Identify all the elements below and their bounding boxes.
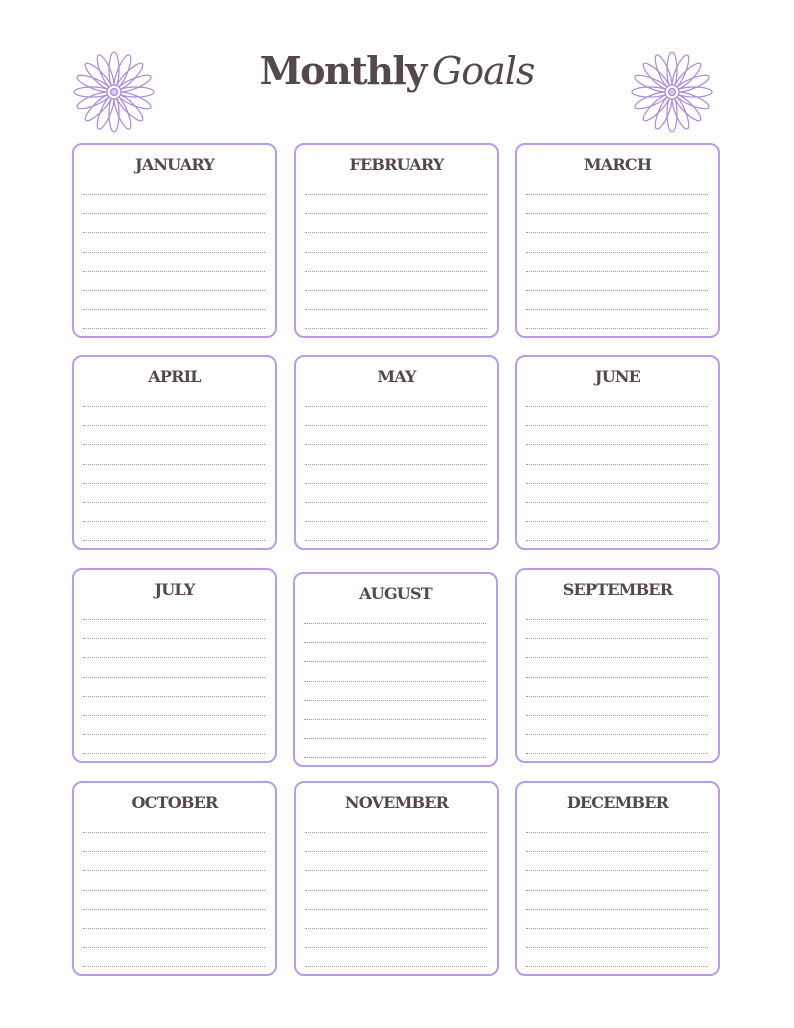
writing-line[interactable] [83, 851, 265, 852]
writing-line[interactable] [526, 425, 708, 426]
month-card-december [515, 781, 720, 976]
writing-lines[interactable] [83, 406, 265, 560]
writing-line[interactable] [83, 232, 265, 233]
writing-line[interactable] [304, 719, 486, 720]
writing-line[interactable] [304, 661, 486, 662]
writing-line[interactable] [304, 757, 486, 758]
writing-line[interactable] [305, 909, 487, 910]
writing-line[interactable] [83, 444, 265, 445]
month-card-august [293, 572, 498, 767]
writing-line[interactable] [526, 464, 708, 465]
writing-line[interactable] [305, 444, 487, 445]
month-name: JANUARY [134, 155, 215, 174]
writing-line[interactable] [305, 928, 487, 929]
writing-line[interactable] [304, 700, 486, 701]
writing-line[interactable] [526, 677, 708, 678]
writing-line[interactable] [305, 232, 487, 233]
writing-line[interactable] [526, 851, 708, 852]
writing-line[interactable] [83, 696, 265, 697]
writing-lines[interactable] [305, 194, 487, 348]
writing-lines[interactable] [83, 619, 265, 773]
writing-line[interactable] [526, 194, 708, 195]
month-name: NOVEMBER [344, 793, 449, 812]
writing-line[interactable] [305, 464, 487, 465]
writing-line[interactable] [526, 502, 708, 503]
writing-line[interactable] [83, 328, 265, 329]
writing-line[interactable] [83, 502, 265, 503]
writing-line[interactable] [305, 966, 487, 967]
writing-line[interactable] [305, 851, 487, 852]
writing-line[interactable] [83, 619, 265, 620]
writing-line[interactable] [83, 966, 265, 967]
writing-line[interactable] [526, 947, 708, 948]
page-title-accent: Goals [431, 49, 535, 93]
writing-line[interactable] [526, 928, 708, 929]
writing-line[interactable] [526, 540, 708, 541]
writing-line[interactable] [526, 309, 708, 310]
writing-line[interactable] [83, 638, 265, 639]
writing-line[interactable] [305, 290, 487, 291]
month-name: JULY [154, 580, 195, 599]
writing-line[interactable] [305, 540, 487, 541]
month-name: OCTOBER [131, 793, 218, 812]
month-name: SEPTEMBER [562, 580, 673, 599]
writing-lines[interactable] [305, 406, 487, 560]
writing-line[interactable] [83, 677, 265, 678]
writing-line[interactable] [526, 619, 708, 620]
writing-line[interactable] [305, 502, 487, 503]
writing-line[interactable] [305, 213, 487, 214]
writing-line[interactable] [305, 483, 487, 484]
month-card-july [72, 568, 277, 763]
writing-lines[interactable] [304, 623, 486, 777]
writing-line[interactable] [83, 252, 265, 253]
writing-lines[interactable] [526, 194, 708, 348]
writing-line[interactable] [83, 947, 265, 948]
writing-line[interactable] [526, 638, 708, 639]
writing-line[interactable] [83, 290, 265, 291]
month-card-october [72, 781, 277, 976]
month-name: APRIL [148, 367, 201, 386]
writing-line[interactable] [83, 271, 265, 272]
writing-line[interactable] [83, 870, 265, 871]
writing-line[interactable] [83, 734, 265, 735]
writing-line[interactable] [526, 890, 708, 891]
writing-line[interactable] [83, 483, 265, 484]
writing-line[interactable] [83, 521, 265, 522]
writing-line[interactable] [305, 252, 487, 253]
writing-line[interactable] [526, 213, 708, 214]
writing-lines[interactable] [526, 832, 708, 986]
writing-line[interactable] [305, 890, 487, 891]
writing-line[interactable] [83, 909, 265, 910]
writing-line[interactable] [305, 194, 487, 195]
page-title-main: Monthly [259, 48, 426, 93]
writing-line[interactable] [305, 406, 487, 407]
writing-line[interactable] [526, 232, 708, 233]
month-name: MARCH [583, 155, 652, 174]
writing-lines[interactable] [526, 619, 708, 773]
month-card-january [72, 143, 277, 338]
writing-line[interactable] [83, 213, 265, 214]
writing-line[interactable] [304, 681, 486, 682]
writing-line[interactable] [83, 309, 265, 310]
month-card-march [515, 143, 720, 338]
writing-line[interactable] [526, 406, 708, 407]
writing-line[interactable] [83, 194, 265, 195]
writing-lines[interactable] [83, 832, 265, 986]
month-card-september [515, 568, 720, 763]
month-name: FEBRUARY [349, 155, 444, 174]
writing-lines[interactable] [83, 194, 265, 348]
month-name: MAY [377, 367, 416, 386]
writing-line[interactable] [526, 870, 708, 871]
writing-line[interactable] [83, 715, 265, 716]
month-name: DECEMBER [566, 793, 669, 812]
writing-line[interactable] [526, 715, 708, 716]
month-name: AUGUST [359, 584, 432, 603]
writing-line[interactable] [526, 696, 708, 697]
writing-line[interactable] [526, 252, 708, 253]
month-card-april [72, 355, 277, 550]
month-card-february [294, 143, 499, 338]
month-card-may [294, 355, 499, 550]
writing-lines[interactable] [305, 832, 487, 986]
writing-line[interactable] [305, 832, 487, 833]
page-title [0, 48, 794, 93]
writing-line[interactable] [305, 328, 487, 329]
writing-line[interactable] [304, 738, 486, 739]
writing-line[interactable] [526, 483, 708, 484]
writing-line[interactable] [526, 271, 708, 272]
writing-line[interactable] [83, 406, 265, 407]
writing-line[interactable] [305, 870, 487, 871]
writing-line[interactable] [305, 425, 487, 426]
writing-line[interactable] [83, 657, 265, 658]
writing-line[interactable] [83, 890, 265, 891]
month-name: JUNE [594, 367, 641, 386]
writing-line[interactable] [305, 947, 487, 948]
month-card-june [515, 355, 720, 550]
writing-line[interactable] [526, 966, 708, 967]
writing-line[interactable] [83, 425, 265, 426]
writing-line[interactable] [526, 734, 708, 735]
writing-line[interactable] [83, 540, 265, 541]
writing-line[interactable] [526, 753, 708, 754]
writing-line[interactable] [83, 832, 265, 833]
writing-line[interactable] [83, 753, 265, 754]
month-card-november [294, 781, 499, 976]
writing-line[interactable] [526, 444, 708, 445]
writing-line[interactable] [304, 642, 486, 643]
writing-line[interactable] [526, 328, 708, 329]
writing-line[interactable] [526, 657, 708, 658]
writing-line[interactable] [83, 464, 265, 465]
writing-line[interactable] [304, 623, 486, 624]
writing-line[interactable] [305, 521, 487, 522]
writing-line[interactable] [526, 909, 708, 910]
writing-line[interactable] [526, 832, 708, 833]
writing-line[interactable] [83, 928, 265, 929]
writing-line[interactable] [526, 290, 708, 291]
writing-line[interactable] [305, 309, 487, 310]
writing-line[interactable] [526, 521, 708, 522]
writing-lines[interactable] [526, 406, 708, 560]
writing-line[interactable] [305, 271, 487, 272]
